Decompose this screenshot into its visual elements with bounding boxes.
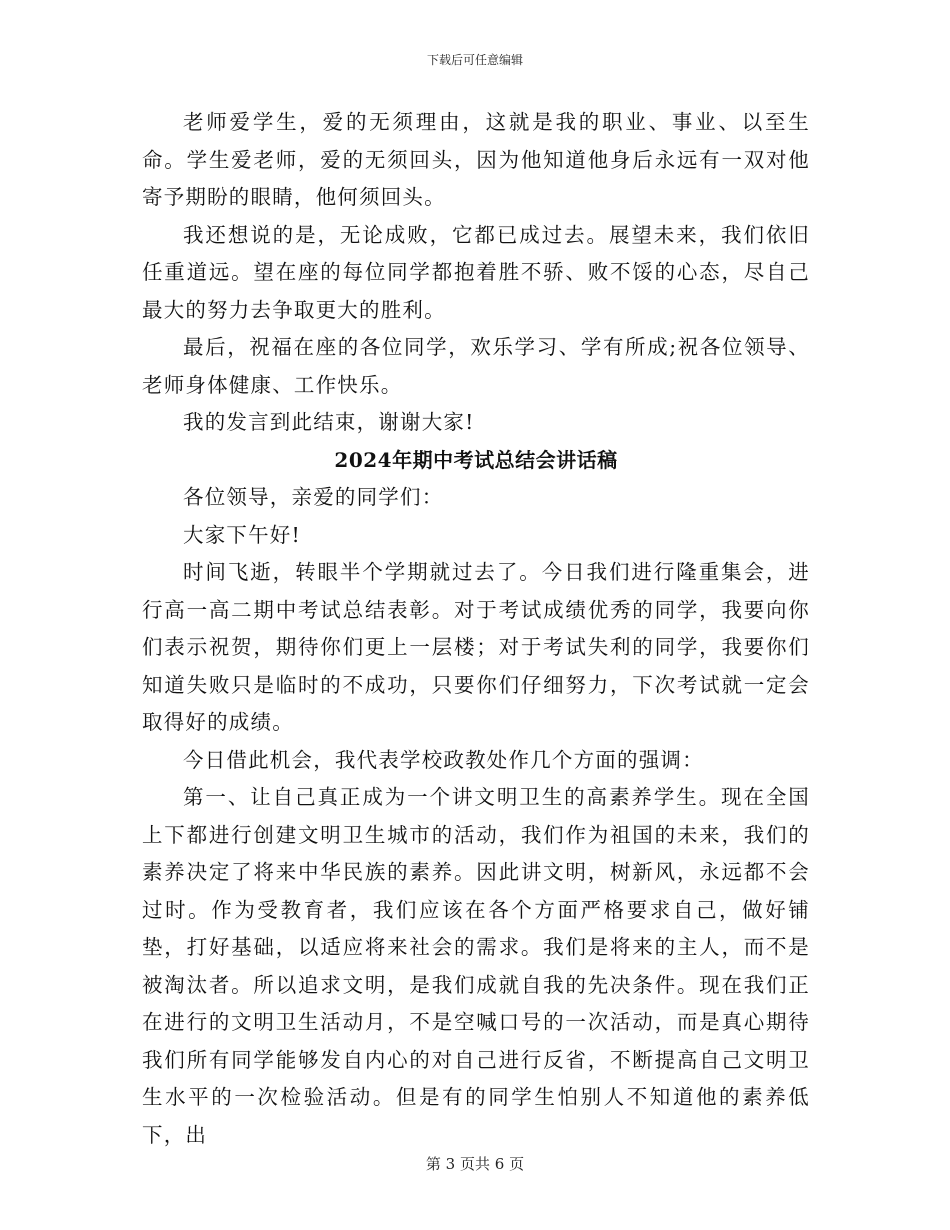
salutation: 各位领导，亲爱的同学们：: [183, 485, 444, 509]
speech-title: 2024年期中考试总结会讲话稿: [334, 447, 618, 472]
page-header: 下载后可任意编辑: [426, 53, 523, 67]
paragraph: 我还想说的是，无论成败，它都已成过去。展望未来，我们依旧任重道远。望在座的每位同学都抱着胜不骄、败不馁的心态，尽自己最大的努力去争取更大的胜利。: [142, 222, 810, 322]
paragraph: 老师爱学生，爱的无须理由，这就是我的职业、事业、以至生命。学生爱老师，爱的无须回头，因为他知道他身后永远有一双对他寄予期盼的眼睛，他何须回头。: [142, 110, 810, 209]
paragraph: 最后，祝福在座的各位同学，欢乐学习、学有所成;祝各位领导、老师身体健康、工作快乐。: [142, 335, 810, 397]
document-body: [142, 104, 810, 1154]
paragraph: 时间飞逝，转眼半个学期就过去了。今日我们进行隆重集会，进行高一高二期中考试总结表彰。对于考试成绩优秀的同学，我要向你们表示祝贺，期待你们更上一层楼；对于考试失利的同学，我要你们知道失败只是临时的不成功，只要你们仔细努力，下次考试就一定会取得好的成绩。: [142, 560, 810, 734]
paragraph: 第一、让自己真正成为一个讲文明卫生的高素养学生。现在全国上下都进行创建文明卫生城市的活动，我们作为祖国的未来，我们的素养决定了将来中华民族的素养。因此讲文明，树新风，永远都不会过时。作为受教育者，我们应该在各个方面严格要求自己，做好铺垫，打好基础，以适应将来社会的需求。我们是将来的主人，而不是被淘汰者。所以追求文明，是我们成就自我的先决条件。现在我们正在进行的文明卫生活动月，不是空喊口号的一次活动，而是真心期待我们所有同学能够发自内心的对自己进行反省，不断提高自己文明卫生水平的一次检验活动。但是有的同学生怕别人不知道他的素养低下，出: [142, 785, 810, 1147]
page-number: 第 3 页共 6 页: [425, 1155, 525, 1173]
paragraph: 今日借此机会，我代表学校政教处作几个方面的强调：: [183, 747, 704, 772]
paragraph: 我的发言到此结束，谢谢大家!: [183, 410, 475, 434]
greeting: 大家下午好!: [183, 522, 301, 547]
